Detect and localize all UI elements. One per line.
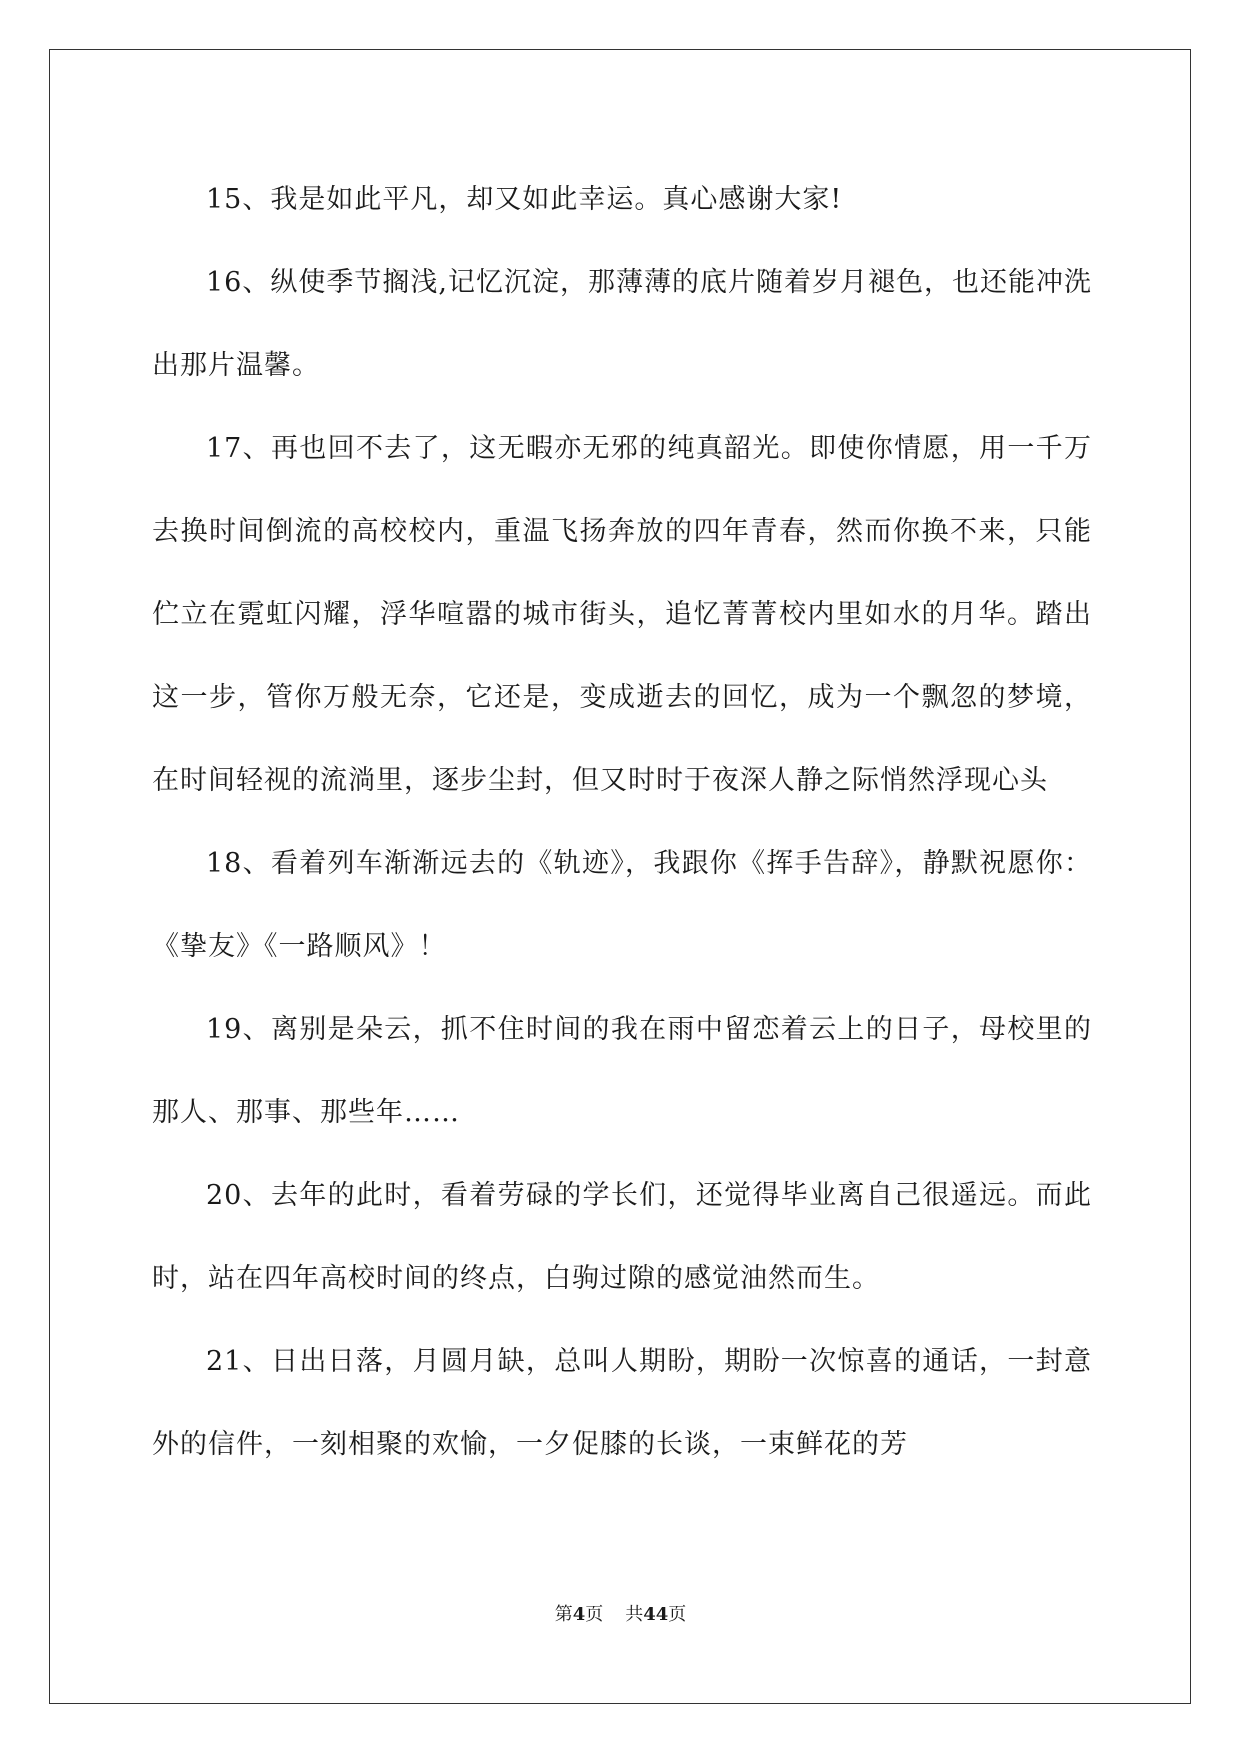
total-pages: 44	[643, 1604, 669, 1625]
paragraph-15: 15、我是如此平凡，却又如此幸运。真心感谢大家!	[206, 184, 843, 215]
paragraph-20: 20、去年的此时，看着劳碌的学长们，还觉得毕业离自己很遥远。而此时，站在四年高校时间的终点，白驹过隙的感觉油然而生。	[152, 1180, 1092, 1294]
paragraph-18: 18、看着列车渐渐远去的《轨迹》，我跟你《挥手告辞》，静默祝愿你：《挚友》《一路顺风》！	[152, 848, 1092, 962]
page-prefix: 第	[554, 1604, 573, 1625]
paragraph-17: 17、再也回不去了，这无暇亦无邪的纯真韶光。即使你情愿，用一千万去换时间倒流的高校校内，重温飞扬奔放的四年青春，然而你换不来，只能伫立在霓虹闪耀，浮华喧嚣的城市街头，追忆菁菁校内里如水的月华。踏出这一步，管你万般无奈，它还是，变成逝去的回忆，成为一个飘忽的梦境，在时间轻视的流淌里，逐步尘封，但又时时于夜深人静之际悄然浮现心头	[152, 433, 1092, 796]
paragraph-19: 19、离别是朵云，抓不住时间的我在雨中留恋着云上的日子，母校里的那人、那事、那些年……	[152, 1014, 1092, 1128]
paragraph-16: 16、纵使季节搁浅,记忆沉淀，那薄薄的底片随着岁月褪色，也还能冲洗出那片温馨。	[152, 267, 1092, 381]
document-body	[152, 158, 1092, 1486]
total-suffix: 页	[668, 1604, 687, 1625]
page-suffix: 页	[585, 1604, 604, 1625]
page-number: 4	[572, 1604, 586, 1625]
paragraph-21: 21、日出日落，月圆月缺，总叫人期盼，期盼一次惊喜的通话，一封意外的信件，一刻相聚的欢愉，一夕促膝的长谈，一束鲜花的芳	[152, 1346, 1092, 1460]
total-prefix: 共	[625, 1604, 644, 1625]
page-footer	[0, 1600, 1241, 1626]
